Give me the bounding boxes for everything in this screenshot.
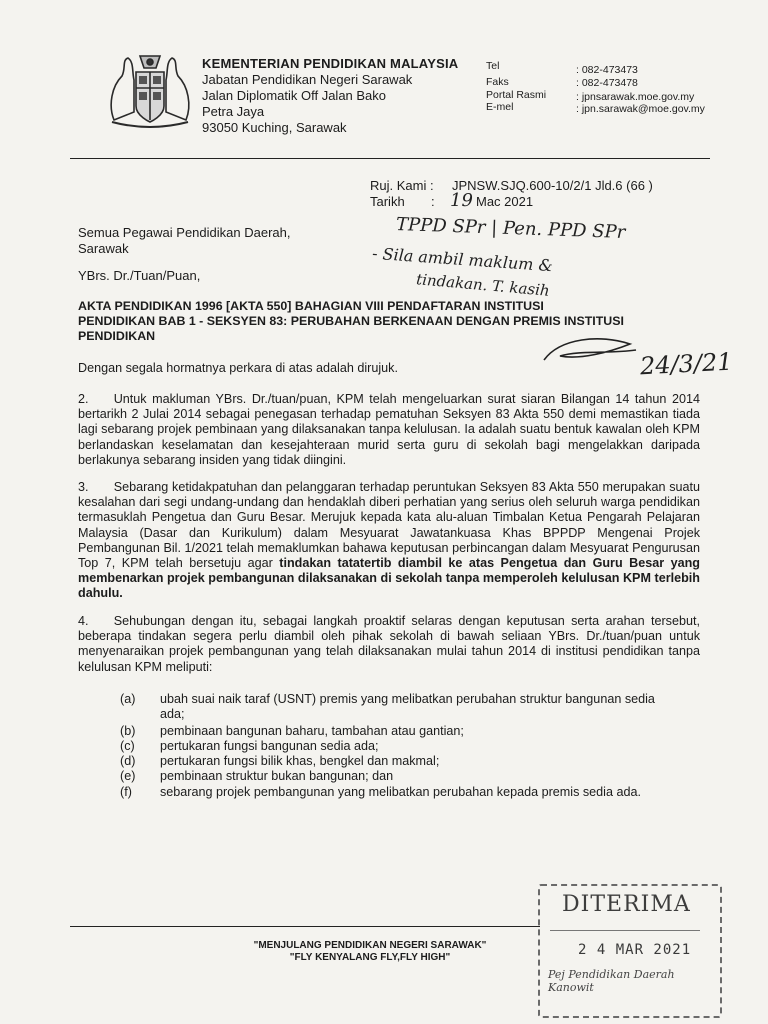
contact-label-tel: Tel [486,60,500,72]
subject-line: PENDIDIKAN BAB 1 - SEKSYEN 83: PERUBAHAN BERKENAAN DENGAN PREMIS INSTITUSI [78,314,624,328]
list-item-label: (f) [120,785,132,799]
list-item-label: (a) [120,692,136,706]
reference-number: JPNSW.SJQ.600-10/2/1 Jld.6 (66 ) [452,178,653,193]
handwritten-note: TPPD SPr | Pen. PPD SPr [395,214,626,243]
list-item-label: (c) [120,739,135,753]
list-item-text: sebarang projek pembangunan yang melibatkan perubahan kepada premis sedia ada. [160,785,641,799]
paragraph-3 [78,480,700,602]
date-day-handwritten: 19 [450,190,473,211]
paragraph-3-emphasis: tindakan tatatertib diambil ke atas Pengetua dan Guru Besar yang membenarkan projek pembangunan dilaksanakan di sekolah tanpa memperoleh kelulusan KPM terlebih dahulu. [78,556,700,601]
contact-label-fax: Faks [486,76,509,88]
paragraph-2: 2. Untuk makluman YBrs. Dr./tuan/puan, KPM telah mengeluarkan surat siaran Bilangan 14 tahun 2014 bertarikh 2 Julai 2014 sebagai penegasan terhadap pematuhan Seksyen 83 Akta 550 demi memastikan tiada lagi sebarang projek pembinaan yang dilaksanakan tanpa kelulusan. Ia adalah suatu bentuk kawalan oleh KPM berlandaskan keselamatan dan kesejahteraan murid serta guru di sekolah bagi mengelakkan daripada berlakunya sebarang insiden yang tidak diingini. [78,392,700,467]
list-item-text: pertukaran fungsi bangunan sedia ada; [160,739,379,753]
recipient-line: Semua Pegawai Pendidikan Daerah, [78,225,291,240]
footer-divider [70,926,540,927]
footer-motto: "MENJULANG PENDIDIKAN NEGERI SARAWAK" [253,940,487,951]
address-line: Jabatan Pendidikan Negeri Sarawak [202,72,413,87]
handwritten-date: 24/3/21 [639,347,734,381]
reference-label: Ruj. Kami : [370,178,434,193]
contact-label-email: E-mel [486,101,514,113]
coat-of-arms-logo [104,50,196,130]
stamp-office: Pej Pendidikan Daerah Kanowit [548,968,675,994]
recipient-line: Sarawak [78,241,129,256]
list-item-text: pembinaan struktur bukan bangunan; dan [160,769,394,783]
date-colon: : [431,194,435,209]
handwritten-note: - Sila ambil maklum & [371,243,554,276]
contact-value-email: : jpn.sarawak@moe.gov.my [576,103,705,115]
contact-value-fax: : 082-473478 [576,77,638,89]
subject-line: PENDIDIKAN [78,329,156,343]
subject-line: AKTA PENDIDIKAN 1996 [AKTA 550] BAHAGIAN VIII PENDAFTARAN INSTITUSI [78,299,544,313]
paragraph-1: Dengan segala hormatnya perkara di atas adalah dirujuk. [78,361,398,375]
organization-name: KEMENTERIAN PENDIDIKAN MALAYSIA [202,56,459,71]
stamp-divider [550,930,700,931]
paragraph-4: 4. Sehubungan dengan itu, sebagai langkah proaktif selaras dengan keputusan serta arahan tersebut, beberapa tindakan segera perlu diambil oleh pihak sekolah di bawah seliaan YBrs. Dr./tuan/puan untuk menyenaraikan projek pembangunan yang telah dilaksanakan mulai tahun 2014 di institusi pendidikan tanpa kelulusan KPM meliputi: [78,614,700,674]
list-item-label: (e) [120,769,136,783]
address-line: 93050 Kuching, Sarawak [202,120,347,135]
list-item-text: pembinaan bangunan baharu, tambahan atau gantian; [160,724,464,738]
contact-value-portal: : jpnsarawak.moe.gov.my [576,91,695,103]
stamp-title: DITERIMA [562,892,691,917]
list-item-text: pertukaran fungsi bilik khas, bengkel dan makmal; [160,754,440,768]
received-stamp [538,884,722,1018]
list-item-label: (b) [120,724,136,738]
letterhead-divider [70,158,710,159]
footer-motto: "FLY KENYALANG FLY,FLY HIGH" [289,952,451,963]
salutation: YBrs. Dr./Tuan/Puan, [78,268,201,283]
contact-value-tel: : 082-473473 [576,64,638,76]
date-value: Mac 2021 [476,194,534,209]
address-line: Petra Jaya [202,104,265,119]
date-label: Tarikh [370,194,405,209]
handwritten-note: tindakan. T. kasih [415,270,551,300]
address-line: Jalan Diplomatik Off Jalan Bako [202,88,387,103]
contact-label-portal: Portal Rasmi [486,89,547,101]
stamp-date: 2 4 MAR 2021 [578,942,692,958]
list-item-label: (d) [120,754,136,768]
list-item-text: ubah suai naik taraf (USNT) premis yang melibatkan perubahan struktur bangunan sedia ada; [160,692,655,721]
paragraph-3-text: 3. Sebarang ketidakpatuhan dan pelanggaran terhadap peruntukan Seksyen 83 Akta 550 merupakan suatu kesalahan dari segi undang-undang dan hendaklah diberi perhatian yang serius oleh seluruh warga pendidikan termasuklah Pengetua dan Guru Besar. Merujuk kepada kata alu-aluan Timbalan Ketua Pengarah Pelajaran Malaysia (Dasar dan Kurikulum) dalam Mesyuarat Jawatankuasa Khas BPPDP Mengenai Projek Pembangunan Bil. 1/2021 telah memaklumkan bahawa keputusan perbincangan dalam Mesyuarat Pengurusan Top 7, KPM telah bersetuju agar [78,480,700,571]
